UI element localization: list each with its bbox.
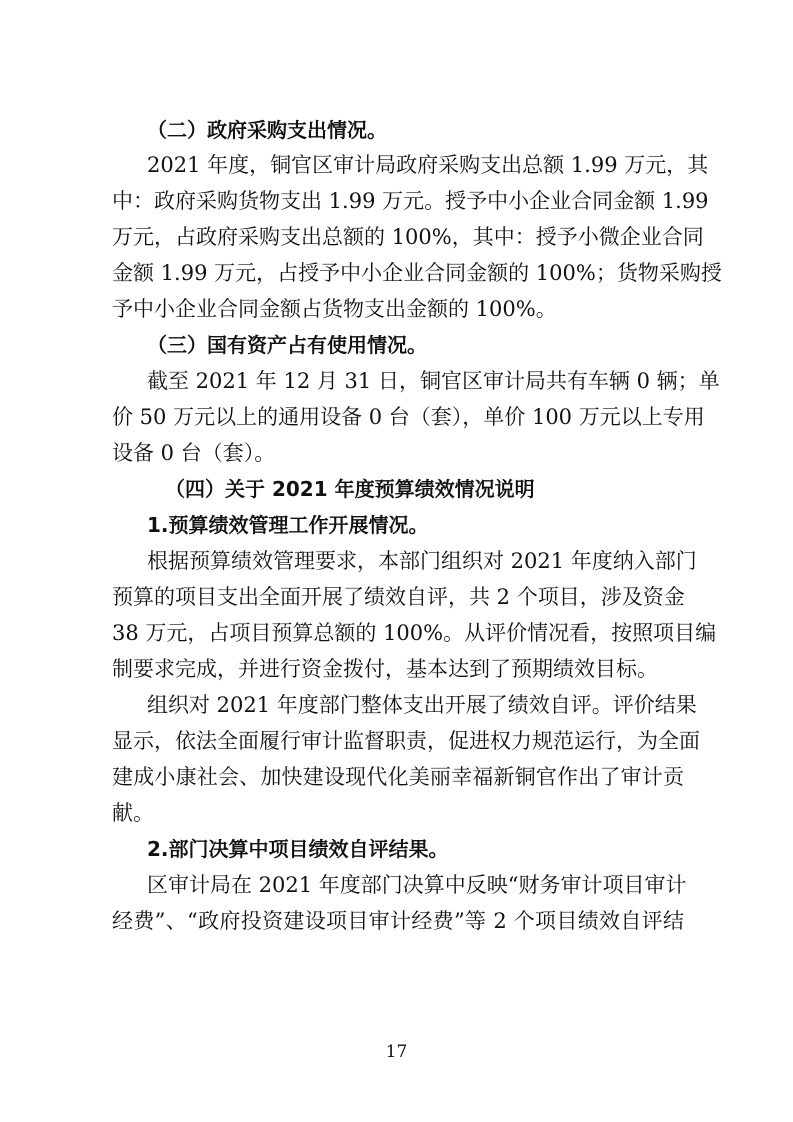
subsection-heading: 1.预算绩效管理工作开展情况。	[147, 513, 429, 537]
paragraph-line: 设备 0 台（套）。	[112, 441, 276, 465]
paragraph-line: 根据预算绩效管理要求，本部门组织对 2021 年度纳入部门	[147, 549, 697, 573]
paragraph-line: 价 50 万元以上的通用设备 0 台（套），单价 100 万元以上专用	[112, 405, 705, 429]
paragraph-line: 截至 2021 年 12 月 31 日，铜官区审计局共有车辆 0 辆；单	[147, 369, 720, 393]
paragraph-line: 中：政府采购货物支出 1.99 万元。授予中小企业合同金额 1.99	[112, 189, 709, 213]
paragraph-line: 建成小康社会、加快建设现代化美丽幸福新铜官作出了审计贡	[112, 765, 684, 789]
section-heading: （二）政府采购支出情况。	[147, 118, 387, 142]
paragraph-line: 2021 年度，铜官区审计局政府采购支出总额 1.99 万元，其	[147, 153, 709, 177]
paragraph-line: 万元，占政府采购支出总额的 100%，其中：授予小微企业合同	[112, 225, 704, 249]
paragraph-line: 献。	[112, 801, 154, 825]
subsection-heading: 2.部门决算中项目绩效自评结果。	[147, 837, 449, 861]
section-heading: （三）国有资产占有使用情况。	[147, 333, 427, 357]
paragraph-line: 组织对 2021 年度部门整体支出开展了绩效自评。评价结果	[147, 693, 697, 717]
paragraph-line: 区审计局在 2021 年度部门决算中反映“财务审计项目审计	[147, 873, 687, 897]
section-heading: （四）关于 2021 年度预算绩效情况说明	[165, 477, 535, 501]
paragraph-line: 38 万元，占项目预算总额的 100%。从评价情况看，按照项目编	[112, 621, 717, 645]
page-number: 17	[385, 1042, 408, 1062]
paragraph-line: 制要求完成，并进行资金拨付，基本达到了预期绩效目标。	[112, 657, 658, 681]
paragraph-line: 予中小企业合同金额占货物支出金额的 100%。	[112, 297, 557, 321]
paragraph-line: 经费”、“政府投资建设项目审计经费”等 2 个项目绩效自评结	[112, 909, 684, 933]
paragraph-line: 显示，依法全面履行审计监督职责，促进权力规范运行，为全面	[112, 729, 700, 753]
paragraph-line: 金额 1.99 万元，占授予中小企业合同金额的 100%；货物采购授	[112, 261, 722, 285]
paragraph-line: 预算的项目支出全面开展了绩效自评，共 2 个项目，涉及资金	[112, 585, 685, 609]
